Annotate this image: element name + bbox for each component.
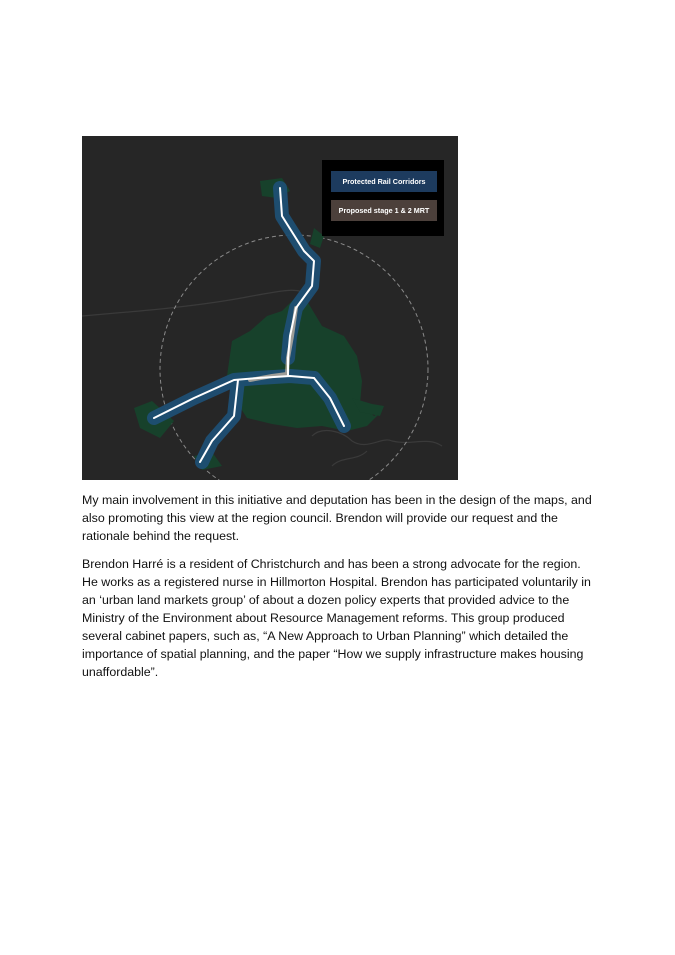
legend-proposed-mrt: Proposed stage 1 & 2 MRT (331, 200, 437, 221)
paragraph-involvement: My main involvement in this initiative and deputation has been in the design of the maps, and also promoting this view at the region council. Brendon will provide our request and the rationale behind the request. (82, 493, 592, 543)
terrain-line (82, 290, 312, 316)
map-legend (322, 160, 444, 236)
paragraph-brendon-bio: Brendon Harré is a resident of Christchurch and has been a strong advocate for the region. He works as a registered nurse in Hillmorton Hospital. Brendon has participated voluntarily in an ‘urban land markets group’ of about a dozen policy experts that provided advice to the Ministry of the Environment about Resource Management reforms. This group produced several cabinet papers, such as, “A New Approach to Urban Planning” which detailed the importance of spatial planning, and the paper “How we supply infrastructure makes housing unaffordable”. (82, 557, 591, 679)
terrain-line (312, 431, 442, 446)
legend-rail-corridors: Protected Rail Corridors (331, 171, 437, 192)
urban-area (227, 296, 382, 431)
terrain-line (332, 451, 367, 466)
transit-map (82, 136, 458, 480)
